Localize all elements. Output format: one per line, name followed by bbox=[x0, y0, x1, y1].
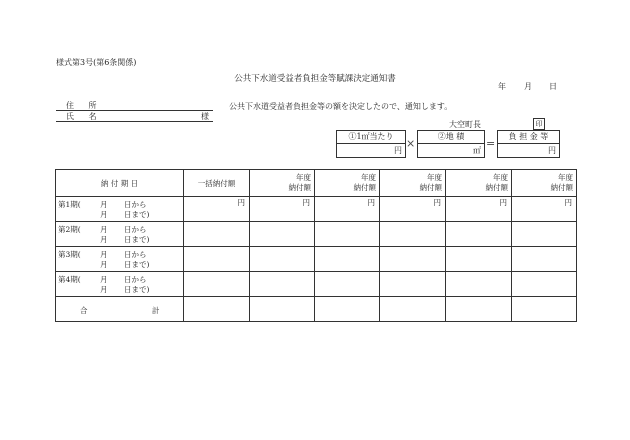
period-cell: 第1期( 月 日から 月 日まで) bbox=[58, 200, 150, 219]
amount-cell[interactable]: 円 bbox=[250, 197, 315, 222]
amount-cell[interactable] bbox=[380, 222, 446, 247]
table-row bbox=[56, 197, 577, 222]
amount-cell[interactable]: 円 bbox=[184, 197, 250, 222]
multiply-icon: × bbox=[406, 137, 416, 150]
total-cell[interactable] bbox=[250, 297, 315, 322]
amount-label: 負 担 金 等 bbox=[498, 131, 559, 144]
amount-cell[interactable]: 円 bbox=[315, 197, 380, 222]
total-cell[interactable] bbox=[512, 297, 577, 322]
per-sqm-box[interactable] bbox=[336, 130, 406, 158]
amount-cell[interactable] bbox=[446, 272, 512, 297]
date-day: 日 bbox=[549, 82, 557, 91]
document-title: 公共下水道受益者負担金等賦課決定通知書 bbox=[234, 74, 396, 84]
amount-cell[interactable] bbox=[184, 272, 250, 297]
period-cell: 第4期( 月 日から 月 日まで) bbox=[58, 275, 150, 294]
seal-icon: 印 bbox=[533, 118, 545, 130]
amount-cell[interactable] bbox=[512, 272, 577, 297]
amount-unit: 円 bbox=[548, 146, 556, 155]
amount-cell[interactable]: 円 bbox=[446, 197, 512, 222]
header-year: 年度 納付額 bbox=[315, 170, 380, 197]
amount-cell[interactable] bbox=[250, 247, 315, 272]
amount-cell[interactable] bbox=[250, 222, 315, 247]
issuer-title: 大空町長 bbox=[449, 120, 481, 129]
name-field[interactable] bbox=[56, 111, 213, 122]
area-label: ②地 積 bbox=[418, 131, 484, 144]
amount-cell[interactable] bbox=[315, 222, 380, 247]
table-header-row bbox=[56, 170, 577, 197]
amount-cell[interactable] bbox=[315, 247, 380, 272]
amount-cell[interactable] bbox=[380, 272, 446, 297]
amount-cell[interactable] bbox=[250, 272, 315, 297]
amount-cell[interactable] bbox=[512, 222, 577, 247]
header-year: 年度 納付額 bbox=[512, 170, 577, 197]
period-cell: 第2期( 月 日から 月 日まで) bbox=[58, 225, 150, 244]
amount-cell[interactable] bbox=[184, 247, 250, 272]
amount-cell[interactable] bbox=[315, 272, 380, 297]
form-number-label: 様式第3号(第6条関係) bbox=[56, 58, 137, 67]
table-row bbox=[56, 222, 577, 247]
total-cell[interactable] bbox=[184, 297, 250, 322]
table-row bbox=[56, 247, 577, 272]
payment-table bbox=[55, 169, 577, 322]
period-cell: 第3期( 月 日から 月 日まで) bbox=[58, 250, 150, 269]
area-unit: ㎡ bbox=[473, 146, 481, 155]
amount-cell[interactable] bbox=[446, 222, 512, 247]
header-year: 年度 納付額 bbox=[380, 170, 446, 197]
name-label: 氏 名 bbox=[66, 112, 103, 121]
total-cell[interactable] bbox=[315, 297, 380, 322]
table-row bbox=[56, 272, 577, 297]
address-field[interactable] bbox=[56, 100, 213, 111]
amount-cell[interactable] bbox=[380, 247, 446, 272]
amount-cell[interactable] bbox=[512, 247, 577, 272]
table-total-row bbox=[56, 297, 577, 322]
notice-text: 公共下水道受益者負担金等の額を決定したので、通知します。 bbox=[229, 102, 453, 111]
area-box[interactable] bbox=[417, 130, 485, 158]
amount-cell[interactable] bbox=[446, 247, 512, 272]
per-sqm-label: ①1㎡当たり bbox=[337, 131, 405, 144]
header-year: 年度 納付額 bbox=[446, 170, 512, 197]
total-label: 合 計 bbox=[80, 306, 160, 315]
amount-box[interactable] bbox=[497, 130, 560, 158]
header-lump-sum: 一括納付額 bbox=[184, 170, 250, 197]
total-cell[interactable] bbox=[446, 297, 512, 322]
amount-cell[interactable]: 円 bbox=[380, 197, 446, 222]
per-sqm-unit: 円 bbox=[394, 146, 402, 155]
date-month: 月 bbox=[524, 82, 532, 91]
amount-cell[interactable]: 円 bbox=[512, 197, 577, 222]
date-year: 年 bbox=[498, 82, 506, 91]
equals-icon: = bbox=[486, 137, 496, 150]
honorific: 様 bbox=[201, 112, 209, 121]
total-cell[interactable] bbox=[380, 297, 446, 322]
amount-cell[interactable] bbox=[184, 222, 250, 247]
address-label: 住 所 bbox=[66, 101, 103, 110]
header-period: 納 付 期 日 bbox=[56, 170, 184, 197]
header-year: 年度 納付額 bbox=[250, 170, 315, 197]
